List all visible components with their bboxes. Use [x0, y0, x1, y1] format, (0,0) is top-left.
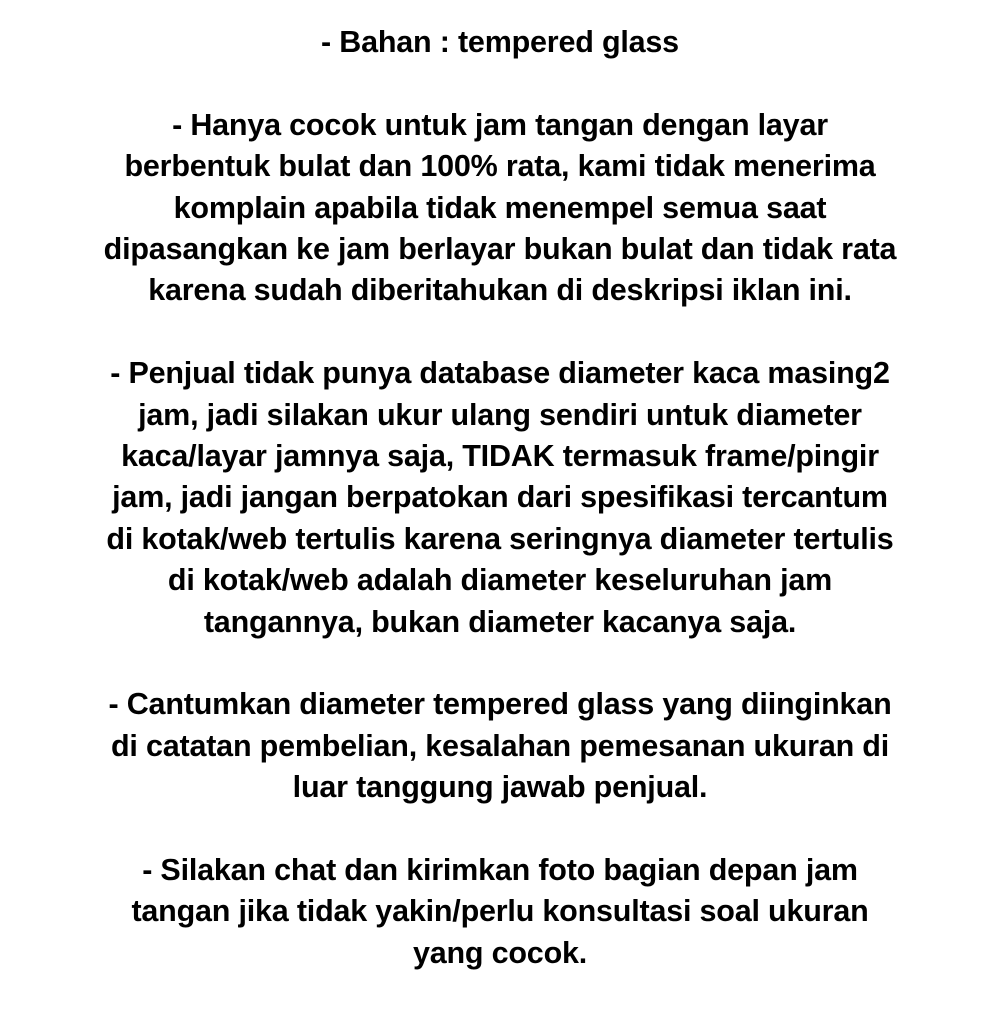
text-line: karena sudah diberitahukan di deskripsi iklan ini.	[148, 273, 852, 308]
text-line: luar tanggung jawab penjual.	[292, 770, 708, 805]
text-line: tangannya, bukan diameter kacanya saja.	[203, 604, 797, 639]
text-line: di kotak/web tertulis karena seringnya diameter tertulis	[106, 521, 894, 556]
text-line: berbentuk bulat dan 100% rata, kami tidak menerima	[124, 149, 876, 184]
paragraph-compatibility	[0, 105, 1000, 312]
paragraph-order-note	[0, 684, 1000, 808]
text-line: dipasangkan ke jam berlayar bukan bulat dan tidak rata	[103, 232, 897, 267]
text-line: di catatan pembelian, kesalahan pemesanan ukuran di	[111, 728, 889, 763]
text-line: jam, jadi silakan ukur ulang sendiri untuk diameter	[138, 397, 862, 432]
paragraph-material	[0, 22, 1000, 63]
text-line: komplain apabila tidak menempel semua saat	[173, 190, 827, 225]
text-line: - Penjual tidak punya database diameter kaca masing2	[110, 356, 890, 391]
product-description	[0, 22, 1000, 1016]
text-line: kaca/layar jamnya saja, TIDAK termasuk frame/pingir	[121, 439, 879, 474]
text-line: - Silakan chat dan kirimkan foto bagian depan jam	[142, 853, 858, 888]
text-line: - Cantumkan diameter tempered glass yang diinginkan	[108, 687, 892, 722]
text-line: jam, jadi jangan berpatokan dari spesifikasi tercantum	[112, 480, 888, 515]
text-line: - Bahan : tempered glass	[321, 25, 679, 59]
paragraph-measurement	[0, 353, 1000, 643]
text-line: yang cocok.	[412, 935, 588, 970]
text-line: - Hanya cocok untuk jam tangan dengan layar	[172, 107, 828, 142]
paragraph-consultation	[0, 850, 1000, 974]
text-line: tangan jika tidak yakin/perlu konsultasi soal ukuran	[131, 894, 869, 929]
text-line: di kotak/web adalah diameter keseluruhan jam	[167, 563, 833, 598]
